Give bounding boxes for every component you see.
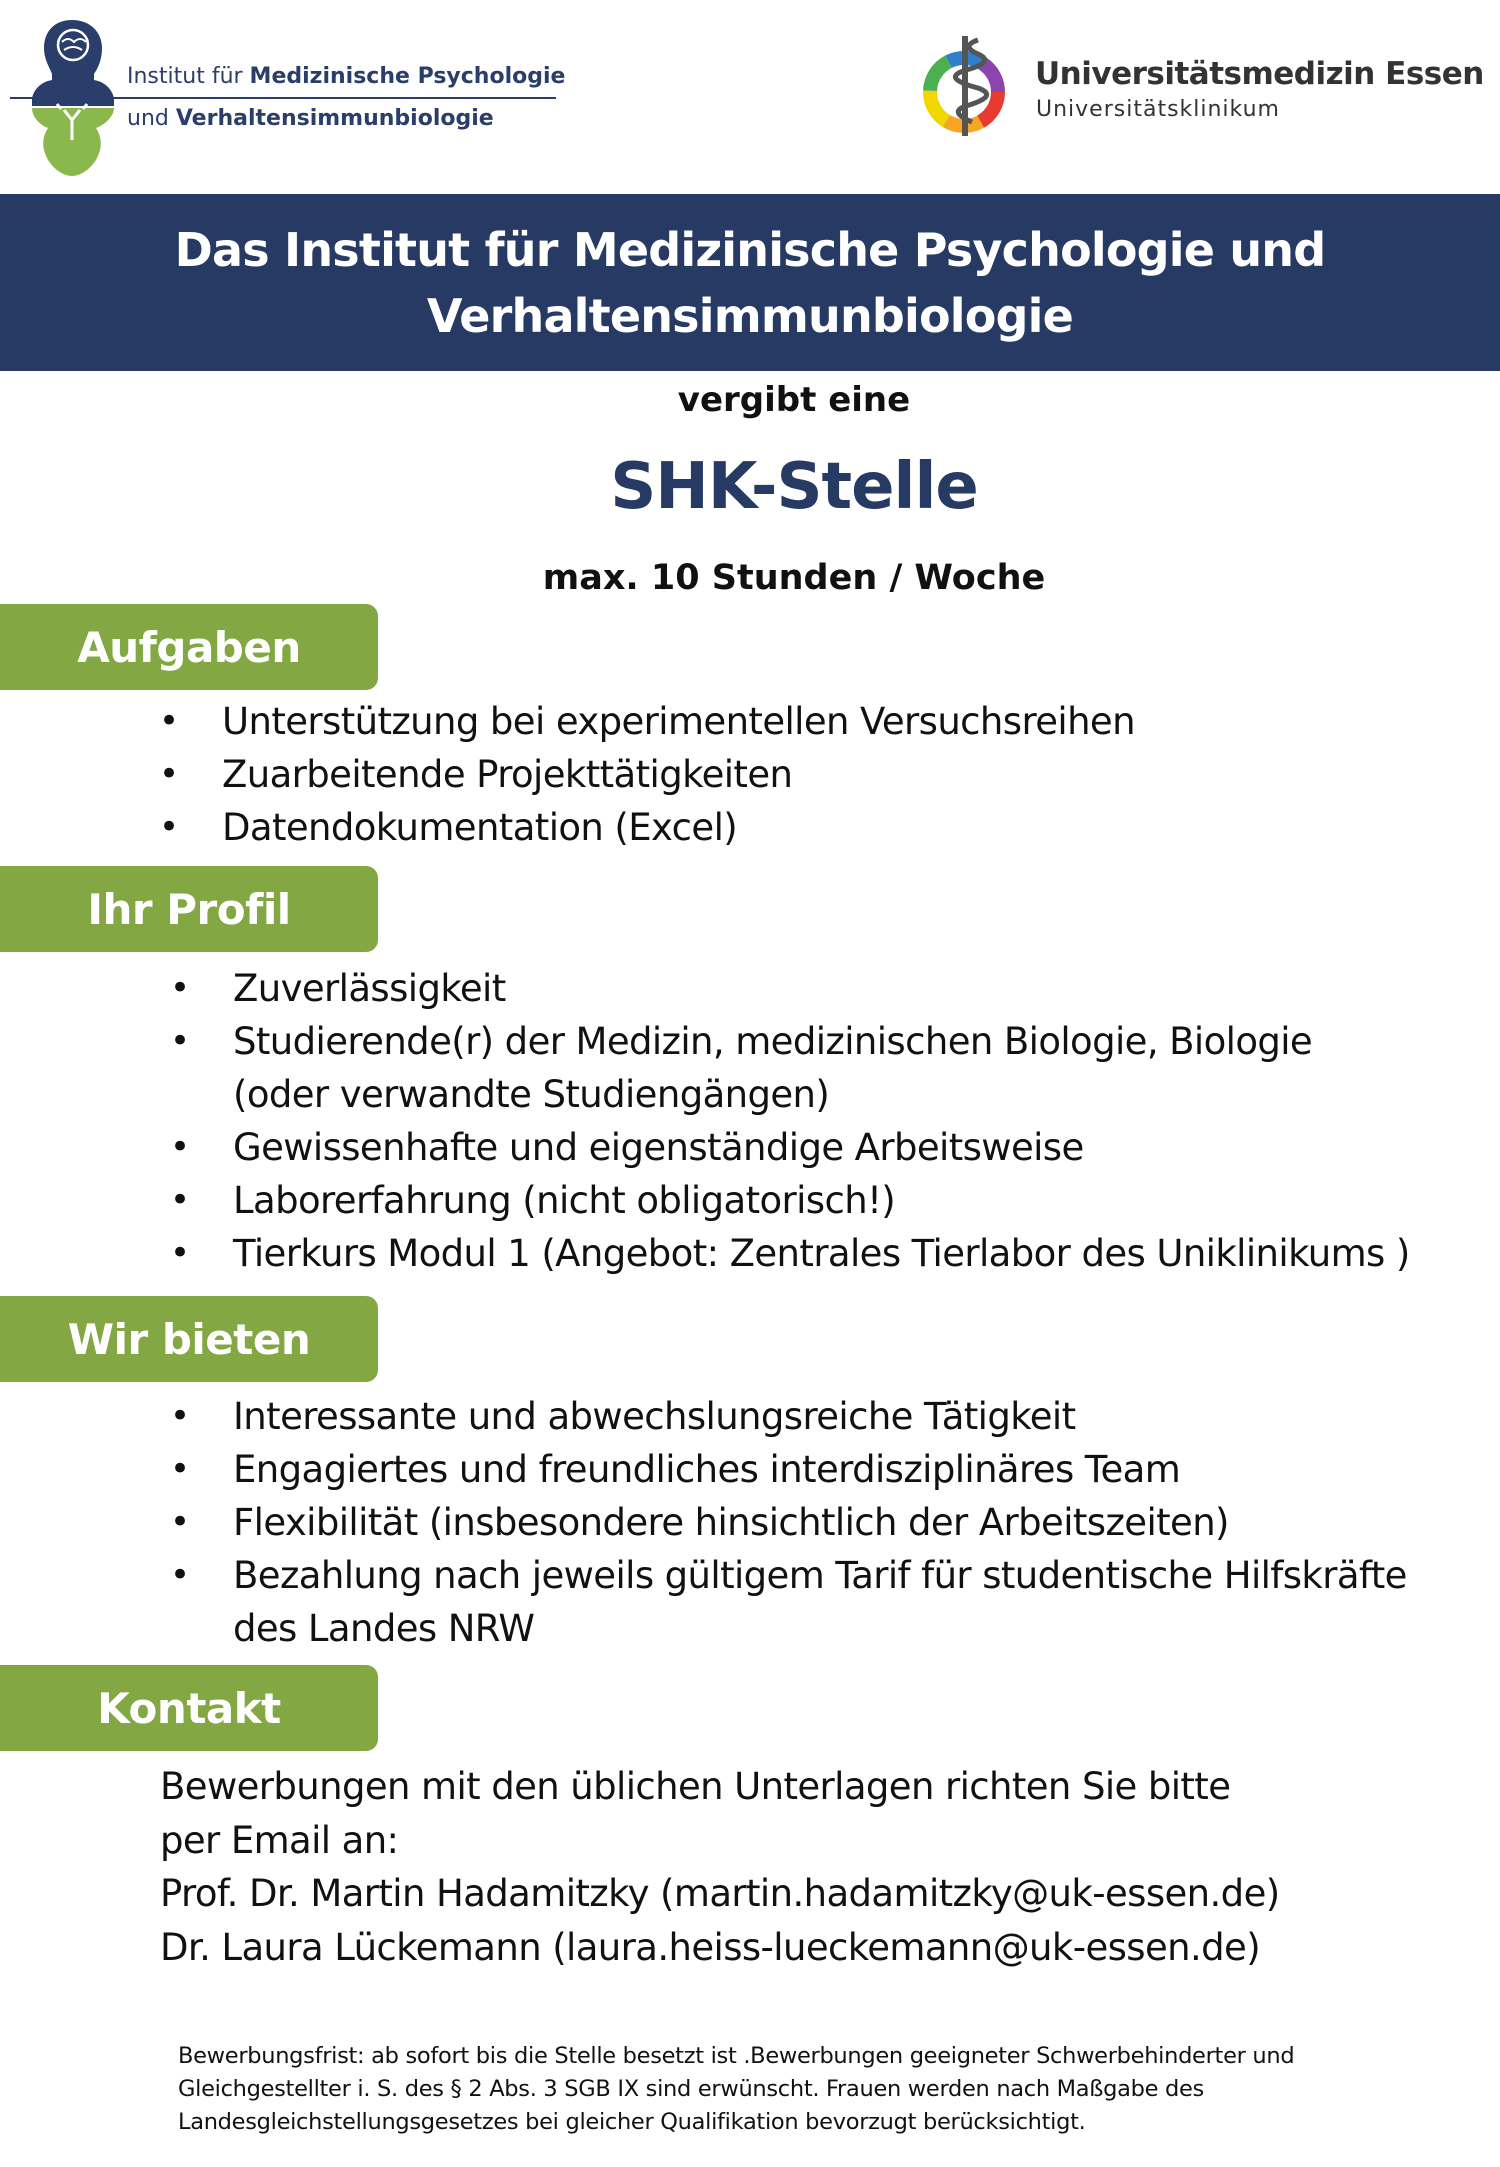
banner-title-line2: Verhaltensimmunbiologie [426, 288, 1074, 343]
bullet-icon: • [170, 1502, 190, 1542]
legal-footnote [178, 2040, 1294, 2139]
bullet-icon: • [170, 1555, 190, 1595]
bullet-icon: • [170, 1180, 190, 1220]
institute-divider [10, 97, 556, 99]
bullet-icon: • [159, 701, 179, 741]
section-tab-offer [0, 1296, 378, 1382]
footnote-line: Landesgleichstellungsgesetzes bei gleicher Qualifikation bevorzugt berücksichtigt. [178, 2109, 1086, 2135]
footnote-line: Bewerbungsfrist: ab sofort bis die Stelle besetzt ist .Bewerbungen geeigneter Schwerbehinderter und [178, 2043, 1295, 2069]
section-tab-profile [0, 866, 378, 952]
list-item: • Flexibilität (insbesondere hinsichtlich der Arbeitszeiten) [233, 1496, 1407, 1549]
hours-text: max. 10 Stunden / Woche [542, 558, 1046, 598]
list-item-continuation: (oder verwandte Studiengängen) [233, 1073, 830, 1116]
university-name: Universitätsmedizin Essen [1035, 56, 1484, 92]
title-banner [0, 194, 1500, 371]
contact-line: per Email an: [160, 1818, 399, 1862]
intro-text: vergibt eine [677, 380, 911, 420]
institute-name-line1: Institut für Medizinische Psychologie [127, 64, 566, 89]
institute-logo-icon [10, 16, 558, 186]
offer-list [170, 1390, 1407, 1655]
section-tab-contact [0, 1665, 378, 1751]
university-logo-icon [920, 30, 1016, 138]
bullet-icon: • [170, 1127, 190, 1167]
list-item: • Gewissenhafte und eigenständige Arbeitsweise [233, 1121, 1410, 1174]
contact-line: Bewerbungen mit den üblichen Unterlagen richten Sie bitte [160, 1765, 1231, 1808]
footnote-line: Gleichgestellter i. S. des § 2 Abs. 3 SGB IX sind erwünscht. Frauen werden nach Maßgabe des [178, 2076, 1204, 2102]
contact-block [160, 1760, 1280, 1974]
contact-person-lueckemann: Dr. Laura Lückemann (laura.heiss-lueckemann@uk-essen.de) [160, 1925, 1261, 1969]
list-item: • Interessante und abwechslungsreiche Tätigkeit [233, 1390, 1407, 1443]
profile-list [170, 962, 1410, 1280]
section-title-profile: Ihr Profil [87, 884, 291, 934]
list-item: • Studierende(r) der Medizin, medizinischen Biologie, Biologie [233, 1015, 1410, 1068]
list-item: • Tierkurs Modul 1 (Angebot: Zentrales Tierlabor des Uniklinikums ) [233, 1227, 1410, 1280]
bullet-icon: • [170, 1021, 190, 1061]
list-item: • Datendokumentation (Excel) [222, 801, 1135, 854]
list-item: • Engagiertes und freundliches interdisziplinäres Team [233, 1443, 1407, 1496]
list-item: • Unterstützung bei experimentellen Versuchsreihen [222, 695, 1135, 748]
bullet-icon: • [170, 1396, 190, 1436]
list-item: • Zuverlässigkeit [233, 962, 1410, 1015]
bullet-icon: • [170, 1449, 190, 1489]
section-title-contact: Kontakt [97, 1683, 281, 1733]
bullet-icon: • [170, 968, 190, 1008]
tasks-list [159, 695, 1135, 854]
banner-title-line1: Das Institut für Medizinische Psychologie und [174, 222, 1326, 277]
list-item-continuation: des Landes NRW [233, 1607, 535, 1650]
bullet-icon: • [170, 1233, 190, 1273]
list-item: • Zuarbeitende Projekttätigkeiten [222, 748, 1135, 801]
list-item: • Bezahlung nach jeweils gültigem Tarif für studentische Hilfskräfte [233, 1549, 1407, 1602]
contact-person-hadamitzky: Prof. Dr. Martin Hadamitzky (martin.hadamitzky@uk-essen.de) [160, 1872, 1280, 1915]
university-subtitle: Universitätsklinikum [1036, 97, 1280, 122]
institute-name-line2: und Verhaltensimmunbiologie [127, 106, 494, 131]
bullet-icon: • [159, 807, 179, 847]
section-tab-tasks [0, 604, 378, 690]
section-title-tasks: Aufgaben [77, 622, 301, 672]
bullet-icon: • [159, 754, 179, 794]
list-item: • Laborerfahrung (nicht obligatorisch!) [233, 1174, 1410, 1227]
position-title: SHK-Stelle [610, 450, 978, 524]
section-title-offer: Wir bieten [67, 1314, 311, 1364]
